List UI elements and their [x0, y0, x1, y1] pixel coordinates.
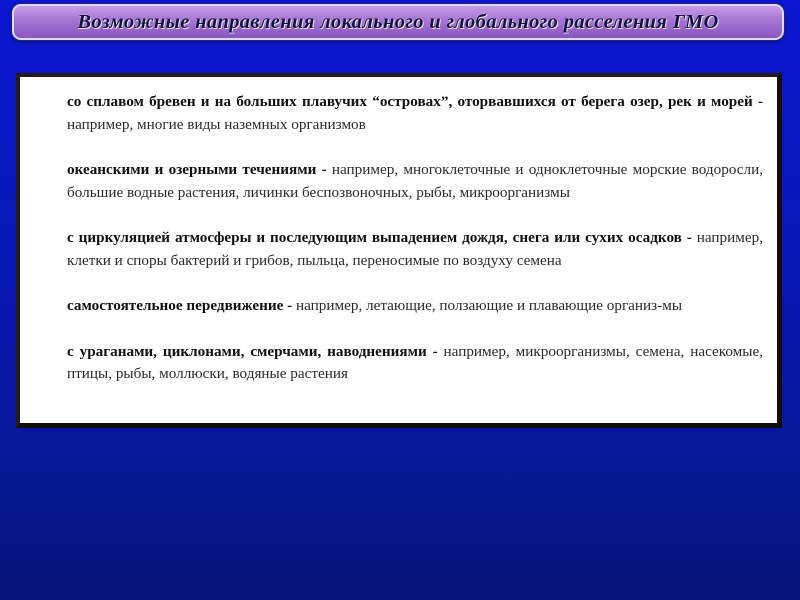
- item-description: например, многоклеточные и одноклеточные морские водоросли, большие водные растения, личинки беспозвоночных, рыбы, микроорганизмы: [67, 161, 764, 201]
- item-dash: -: [287, 297, 293, 314]
- list-item-atmosphere: [67, 227, 763, 272]
- item-dash: -: [321, 161, 327, 178]
- item-lead: со сплавом бревен и на больших плавучих “островах”, оторвавшихся от берега озер, рек и морей: [67, 93, 753, 110]
- title-banner: [12, 4, 784, 40]
- item-lead: с ураганами, циклонами, смерчами, наводнениями: [67, 342, 427, 360]
- item-dash: -: [686, 229, 692, 246]
- item-lead: самостоятельное передвижение: [67, 297, 284, 314]
- item-description: например, летающие, ползающие и плавающие организ-мы: [295, 297, 683, 314]
- dispersal-list: [67, 91, 763, 409]
- item-dash: -: [432, 342, 438, 360]
- list-item-currents: [67, 159, 763, 204]
- list-item-hurricanes: [67, 341, 763, 386]
- item-lead: с циркуляцией атмосферы и последующим выпадением дождя, снега или сухих осадков: [67, 229, 682, 246]
- item-dash: -: [757, 93, 763, 110]
- item-description: например, клетки и споры бактерий и грибов, пыльца, переносимые по воздуху семена: [67, 229, 764, 269]
- list-item-self-movement: [67, 295, 763, 318]
- item-description: например, микроорганизмы, семена, насекомые, птицы, рыбы, моллюски, водяные растения: [67, 342, 763, 382]
- item-lead: океанскими и озерными течениями: [67, 161, 317, 178]
- list-item-log-rafting: [67, 91, 763, 136]
- content-panel: [16, 73, 782, 428]
- slide-title: Возможные направления локального и глобального расселения ГМО: [77, 10, 719, 33]
- item-description: например, многие виды наземных организмов: [67, 115, 366, 133]
